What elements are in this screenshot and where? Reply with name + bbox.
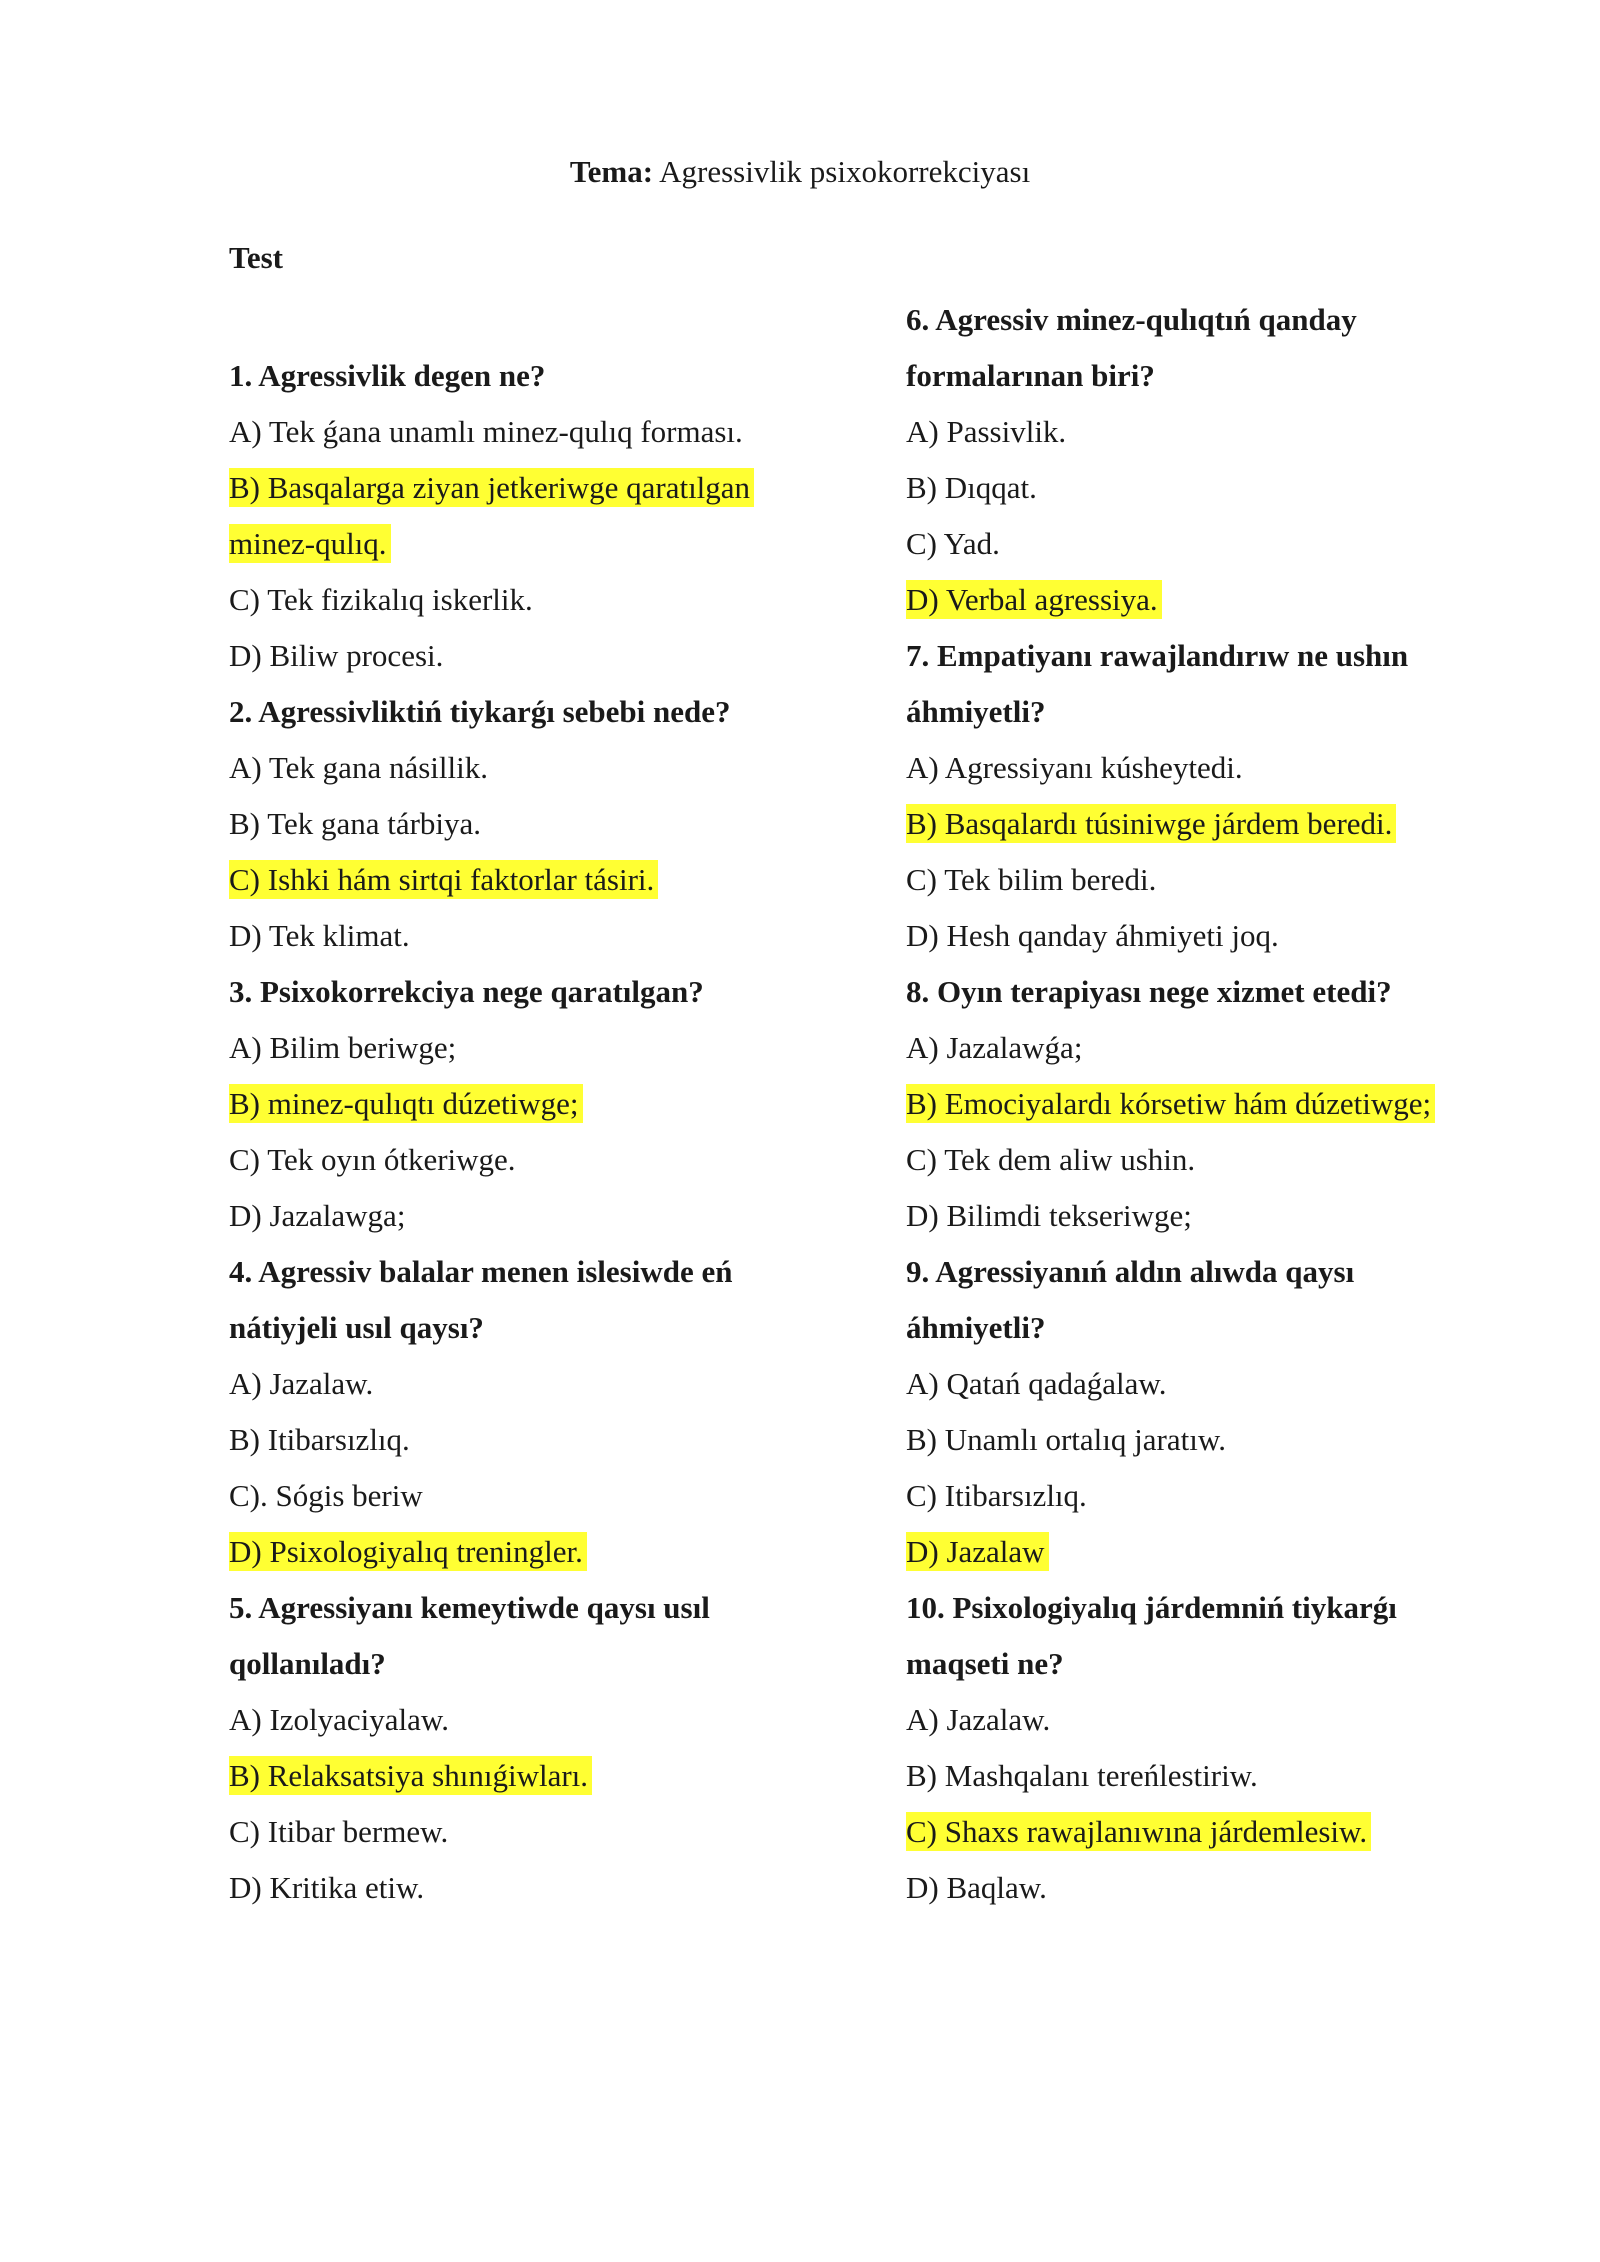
answer-option [229, 1692, 869, 1748]
answer-text: A) Izolyaciyalaw. [229, 1702, 450, 1737]
answer-option [229, 1412, 869, 1468]
answer-text: A) Tek gana násillik. [229, 750, 488, 785]
question-line [906, 1580, 1506, 1636]
highlighted-answer-text: minez-qulıq. [229, 524, 391, 563]
answer-option [229, 628, 869, 684]
answer-option [906, 852, 1506, 908]
answer-text: A) Agressiyanı kúsheytedi. [906, 750, 1243, 785]
question-text: maqseti ne? [906, 1646, 1064, 1681]
answer-option-correct [229, 1076, 869, 1132]
answer-option-correct [906, 1076, 1506, 1132]
answer-option [229, 1468, 869, 1524]
answer-option [229, 1132, 869, 1188]
answer-text: D) Baqlaw. [906, 1870, 1047, 1905]
answer-option-correct [906, 572, 1506, 628]
answer-text: B) Dıqqat. [906, 470, 1037, 505]
answer-option [229, 1860, 869, 1916]
question-line [229, 1244, 869, 1300]
highlighted-answer-text: B) minez-qulıqtı dúzetiwge; [229, 1084, 583, 1123]
answer-text: D) Biliw procesi. [229, 638, 444, 673]
question-line [906, 628, 1506, 684]
answer-text: B) Mashqalanı tereńlestiriw. [906, 1758, 1258, 1793]
answer-text: D) Jazalawga; [229, 1198, 406, 1233]
question-text: 4. Agressiv balalar menen islesiwde eń [229, 1254, 733, 1289]
highlighted-answer-text: D) Psixologiyalıq treningler. [229, 1532, 587, 1571]
question-text: 6. Agressiv minez-qulıqtıń qanday [906, 302, 1357, 337]
answer-text: A) Bilim beriwge; [229, 1030, 457, 1065]
answer-option [906, 1188, 1506, 1244]
question-text: nátiyjeli usıl qaysı? [229, 1310, 484, 1345]
question-line [229, 1636, 869, 1692]
answer-text: A) Jazalawǵa; [906, 1030, 1083, 1065]
answer-text: D) Tek klimat. [229, 918, 410, 953]
answer-option [906, 1020, 1506, 1076]
answer-option [906, 460, 1506, 516]
answer-option-correct [229, 516, 869, 572]
answer-text: C) Itibarsızlıq. [906, 1478, 1087, 1513]
highlighted-answer-text: B) Relaksatsiya shınıǵiwları. [229, 1756, 592, 1795]
question-line [906, 1300, 1506, 1356]
answer-option [229, 572, 869, 628]
highlighted-answer-text: C) Ishki hám sirtqi faktorlar tásiri. [229, 860, 658, 899]
answer-option [906, 1468, 1506, 1524]
answer-option [229, 404, 869, 460]
answer-option [229, 796, 869, 852]
question-text: 10. Psixologiyalıq járdemniń tiykarǵı [906, 1590, 1397, 1625]
question-text: qollanıladı? [229, 1646, 386, 1681]
title-label: Tema: [569, 154, 654, 189]
answer-option [906, 1412, 1506, 1468]
question-text: 1. Agressivlik degen ne? [229, 358, 546, 393]
answer-option [906, 740, 1506, 796]
question-text: áhmiyetli? [906, 1310, 1046, 1345]
title-text: Agressivlik psixokorrekciyası [659, 154, 1031, 189]
highlighted-answer-text: B) Basqalarga ziyan jetkeriwge qaratılgan [229, 468, 754, 507]
question-line [906, 1244, 1506, 1300]
question-text: formalarınan biri? [906, 358, 1155, 393]
answer-option [906, 404, 1506, 460]
answer-text: A) Jazalaw. [906, 1702, 1051, 1737]
answer-text: C) Itibar bermew. [229, 1814, 449, 1849]
answer-option [229, 1356, 869, 1412]
question-line [229, 1300, 869, 1356]
answer-option-correct [229, 1748, 869, 1804]
answer-text: C) Tek oyın ótkeriwge. [229, 1142, 516, 1177]
question-text: 2. Agressivliktiń tiykarǵı sebebi nede? [229, 694, 731, 729]
page-title [0, 150, 1600, 194]
answer-option [229, 1020, 869, 1076]
question-line [906, 292, 1506, 348]
answer-option [229, 1188, 869, 1244]
highlighted-answer-text: D) Jazalaw [906, 1532, 1049, 1571]
left-column [229, 348, 869, 1916]
answer-text: C) Tek bilim beredi. [906, 862, 1157, 897]
answer-text: D) Bilimdi tekseriwge; [906, 1198, 1192, 1233]
answer-option [906, 1356, 1506, 1412]
answer-option [906, 1132, 1506, 1188]
question-line [229, 684, 869, 740]
answer-option [906, 908, 1506, 964]
answer-text: B) Unamlı ortalıq jaratıw. [906, 1422, 1226, 1457]
answer-text: A) Qatań qadaǵalaw. [906, 1366, 1167, 1401]
answer-option [906, 1748, 1506, 1804]
question-line [229, 348, 869, 404]
answer-option [229, 908, 869, 964]
question-text: áhmiyetli? [906, 694, 1046, 729]
answer-text: D) Hesh qanday áhmiyeti joq. [906, 918, 1279, 953]
question-line [906, 348, 1506, 404]
answer-option [906, 1860, 1506, 1916]
question-text: 7. Empatiyanı rawajlandırıw ne ushın [906, 638, 1409, 673]
answer-text: A) Tek ǵana unamlı minez-qulıq forması. [229, 414, 743, 449]
highlighted-answer-text: C) Shaxs rawajlanıwına járdemlesiw. [906, 1812, 1371, 1851]
answer-option [229, 1804, 869, 1860]
answer-option-correct [229, 1524, 869, 1580]
highlighted-answer-text: B) Basqalardı túsiniwge járdem beredi. [906, 804, 1396, 843]
answer-option [906, 1692, 1506, 1748]
question-text: 5. Agressiyanı kemeytiwde qaysı usıl [229, 1590, 710, 1625]
question-text: 3. Psixokorrekciya nege qaratılgan? [229, 974, 704, 1009]
answer-option-correct [229, 852, 869, 908]
answer-option [229, 740, 869, 796]
answer-text: C) Tek fizikalıq iskerlik. [229, 582, 533, 617]
answer-text: B) Itibarsızlıq. [229, 1422, 410, 1457]
answer-text: D) Kritika etiw. [229, 1870, 425, 1905]
answer-option-correct [906, 1804, 1506, 1860]
answer-text: C). Sógis beriw [229, 1478, 423, 1513]
question-line [229, 1580, 869, 1636]
question-line [906, 684, 1506, 740]
question-text: 9. Agressiyanıń aldın alıwda qaysı [906, 1254, 1355, 1289]
answer-option-correct [906, 1524, 1506, 1580]
highlighted-answer-text: D) Verbal agressiya. [906, 580, 1162, 619]
answer-text: C) Yad. [906, 526, 1000, 561]
answer-option-correct [229, 460, 869, 516]
highlighted-answer-text: B) Emociyalardı kórsetiw hám dúzetiwge; [906, 1084, 1435, 1123]
answer-option [906, 516, 1506, 572]
section-label: Test [229, 240, 283, 275]
question-line [906, 1636, 1506, 1692]
answer-text: B) Tek gana tárbiya. [229, 806, 482, 841]
right-column [906, 292, 1506, 1916]
answer-text: A) Passivlik. [906, 414, 1067, 449]
question-line [229, 964, 869, 1020]
answer-option-correct [906, 796, 1506, 852]
question-text: 8. Oyın terapiyası nege xizmet etedi? [906, 974, 1392, 1009]
question-line [906, 964, 1506, 1020]
answer-text: A) Jazalaw. [229, 1366, 374, 1401]
answer-text: C) Tek dem aliw ushin. [906, 1142, 1196, 1177]
